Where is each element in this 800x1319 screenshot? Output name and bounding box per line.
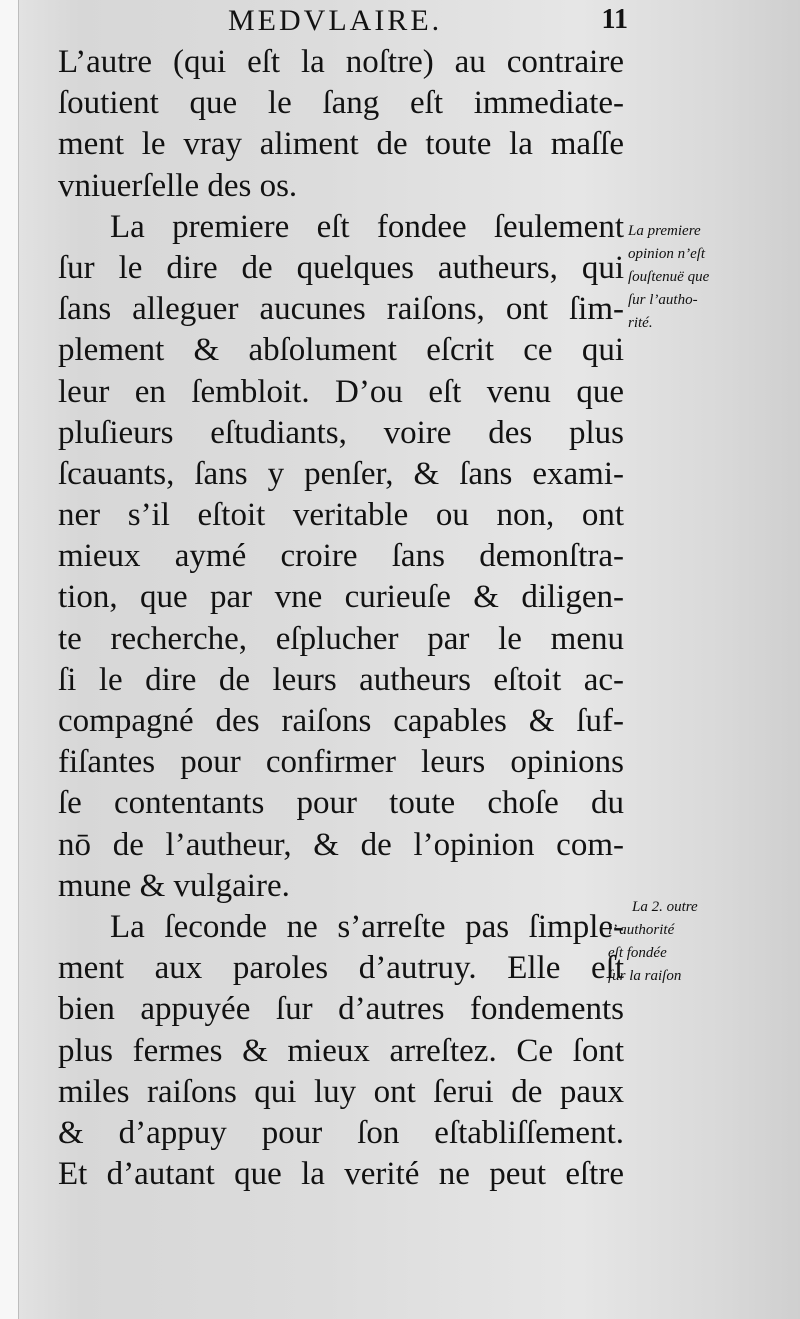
text-line: te recherche, eſplucher par le menu [58, 620, 624, 657]
text-line: pluſieurs eſtudiants, voire des plus [58, 414, 624, 451]
text-line: ment le vray aliment de toute la maſſe [58, 126, 624, 163]
margin-note-line: La premiere [628, 223, 701, 239]
margin-note-second-opinion [608, 896, 748, 988]
text-line: tion, que par vne curieuſe & diligen- [58, 579, 624, 616]
margin-note-line: l’ authorité [608, 922, 675, 938]
margin-note-line: ſouſtenuë que [628, 269, 710, 285]
text-line: vniuerſelle des os. [58, 167, 298, 204]
text-line: plement & abſolument eſcrit ce qui [58, 332, 624, 369]
text-line: leur en ſembloit. D’ou eſt venu que [58, 373, 624, 410]
text-line: ſe contentants pour toute choſe du [58, 785, 624, 822]
margin-note-line: La 2. outre [632, 899, 698, 915]
text-line: Et d’autant que la verité ne peut eſtre [58, 1156, 624, 1193]
page-number: 11 [601, 4, 628, 35]
text-line: plus fermes & mieux arreſtez. Ce ſont [58, 1032, 624, 1069]
page-header [60, 4, 628, 40]
page-edge [0, 0, 18, 1319]
text-line: ſcauants, ſans y penſer, & ſans exami- [58, 455, 624, 492]
text-line: ſur le dire de quelques autheurs, qui [58, 249, 624, 286]
margin-note-line: rité. [628, 315, 653, 331]
paragraph-first-line: La ſeconde ne s’arreſte pas ſimple- [110, 908, 624, 945]
text-line: L’autre (qui eſt la noſtre) au contraire [58, 44, 624, 80]
text-line: & d’appuy pour ſon eſtabliſſement. [58, 1114, 624, 1151]
paragraph-first-line: La premiere eſt fondee ſeulement [110, 208, 624, 245]
text-line: mieux aymé croire ſans demonſtra- [58, 538, 624, 575]
text-line: ſoutient que le ſang eſt immediate- [58, 85, 624, 122]
margin-note-line: ſur la raiſon [608, 968, 682, 984]
running-title: MEDVLAIRE. [228, 4, 443, 37]
text-line: nō de l’autheur, & de l’opinion com- [58, 826, 624, 863]
text-line: ment aux paroles d’autruy. Elle eſt [58, 950, 624, 987]
main-text [58, 42, 624, 1195]
text-line: fiſantes pour confirmer leurs opinions [58, 744, 624, 781]
text-line: ſans alleguer aucunes raiſons, ont ſim- [58, 291, 624, 328]
margin-note-line: opinion n’eſt [628, 246, 706, 262]
margin-note-line: eſt fondée [608, 945, 667, 961]
text-line: ner s’il eſtoit veritable ou non, ont [58, 497, 624, 534]
margin-note-line: ſur l’autho- [628, 292, 698, 308]
text-line: miles raiſons qui luy ont ſerui de paux [58, 1073, 624, 1110]
text-line: mune & vulgaire. [58, 867, 290, 904]
margin-note-first-opinion [628, 220, 768, 335]
text-line: compagné des raiſons capables & ſuf- [58, 703, 624, 739]
text-line: bien appuyée ſur d’autres fondements [58, 991, 624, 1028]
text-line: ſi le dire de leurs autheurs eſtoit ac- [58, 661, 624, 698]
